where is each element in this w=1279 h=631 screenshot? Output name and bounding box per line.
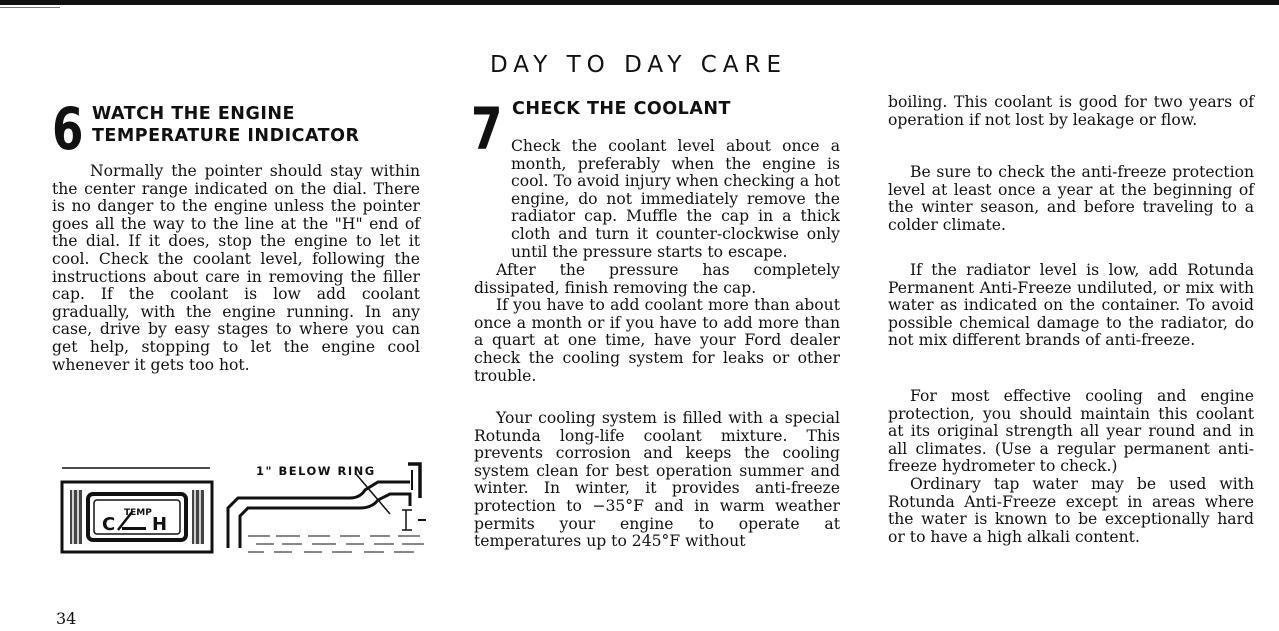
right-column-block-3 — [888, 262, 1254, 350]
page-header: DAY TO DAY CARE — [490, 52, 787, 78]
gauge-temp-label: TEMP — [124, 508, 152, 518]
right-column-paragraph-5: Ordinary tap water may be used with Rotunda Anti-Freeze except in areas where the water is known to be exceptionally hard or to have a high alkali content. — [888, 474, 1254, 546]
temperature-gauge-icon — [62, 468, 212, 552]
section-6-heading-line2: TEMPERATURE INDICATOR — [92, 126, 360, 146]
right-column-paragraph-4: For most effective cooling and engine protection, you should maintain this coolant at its original strength all year round and in all climates. (Use a regular permanent anti-freeze hydrometer to check.) — [888, 387, 1254, 476]
gauge-c-label: C — [102, 514, 116, 535]
section-7-paragraph-4: Your cooling system is filled with a special Rotunda long-life coolant mixture. This prevents corrosion and keeps the cooling system clean for best operation summer and winter. In winter, it provides anti-freeze protection to −35°F and in warm weather permits your engine to operate at temperatures up to 245°F without — [474, 409, 840, 551]
page-number: 34 — [56, 609, 77, 628]
right-column-block-1 — [888, 94, 1254, 129]
right-column-paragraph-1: boiling. This coolant is good for two years of operation if not lost by leakage or flow. — [888, 93, 1254, 129]
section-7-heading: CHECK THE COOLANT — [512, 99, 731, 119]
coolant-level-lines — [248, 536, 424, 552]
section-7-paragraph-3: If you have to add coolant more than about once a month or if you have to add more than a quart at one time, have your Ford dealer check the cooling system for leaks or other trouble. — [474, 296, 840, 385]
section-6-paragraph: Normally the pointer should stay within the center range indicated on the dial. There is no danger to the engine unless the pointer goes all the way to the line at the "H" end of the dial. If it does, stop the engine to let it cool. Check the coolant level, following the instructions about care in removing the filler cap. If the coolant is low add coolant gradually, with the engine running. In any case, drive by easy stages to where you can get help, stopping to let the engine cool whenever it gets too hot. — [52, 162, 420, 374]
section-6-body — [52, 163, 420, 374]
section-7-paragraph-2: After the pressure has completely dissipated, finish removing the cap. — [474, 261, 840, 297]
right-column-paragraph-2: Be sure to check the anti-freeze protection level at least once a year at the beginning of the winter season, and before traveling to a colder climate. — [888, 163, 1254, 234]
top-border-rule — [0, 0, 1279, 5]
section-7-paragraph-1: Check the coolant level about once a month, preferably when the engine is cool. To avoid injury when checking a hot engine, do not immediately remove the radiator cap. Muffle the cap in a thick cloth and turn it counter-clockwise only until the pressure starts to escape. — [511, 137, 840, 261]
section-7-intro — [511, 138, 840, 261]
section-7-body — [474, 262, 840, 385]
right-column-block-2 — [888, 164, 1254, 234]
radiator-cross-section-icon — [228, 464, 426, 548]
section-6-number: 6 — [52, 95, 84, 163]
section-7-body-continued — [474, 410, 840, 551]
section-7-number: 7 — [471, 95, 503, 163]
temperature-gauge-and-radiator-illustration — [60, 460, 430, 560]
illustration-label: 1" BELOW RING — [256, 464, 376, 478]
top-border-accent — [0, 7, 60, 8]
gauge-h-label: H — [152, 514, 168, 535]
right-column-block-4 — [888, 388, 1254, 546]
section-6-heading-line1: WATCH THE ENGINE — [92, 104, 295, 124]
right-column-paragraph-3: If the radiator level is low, add Rotunda Permanent Anti-Freeze undiluted, or mix with water as indicated on the container. To avoid possible chemical damage to the radiator, do not mix different brands of anti-freeze. — [888, 261, 1254, 350]
